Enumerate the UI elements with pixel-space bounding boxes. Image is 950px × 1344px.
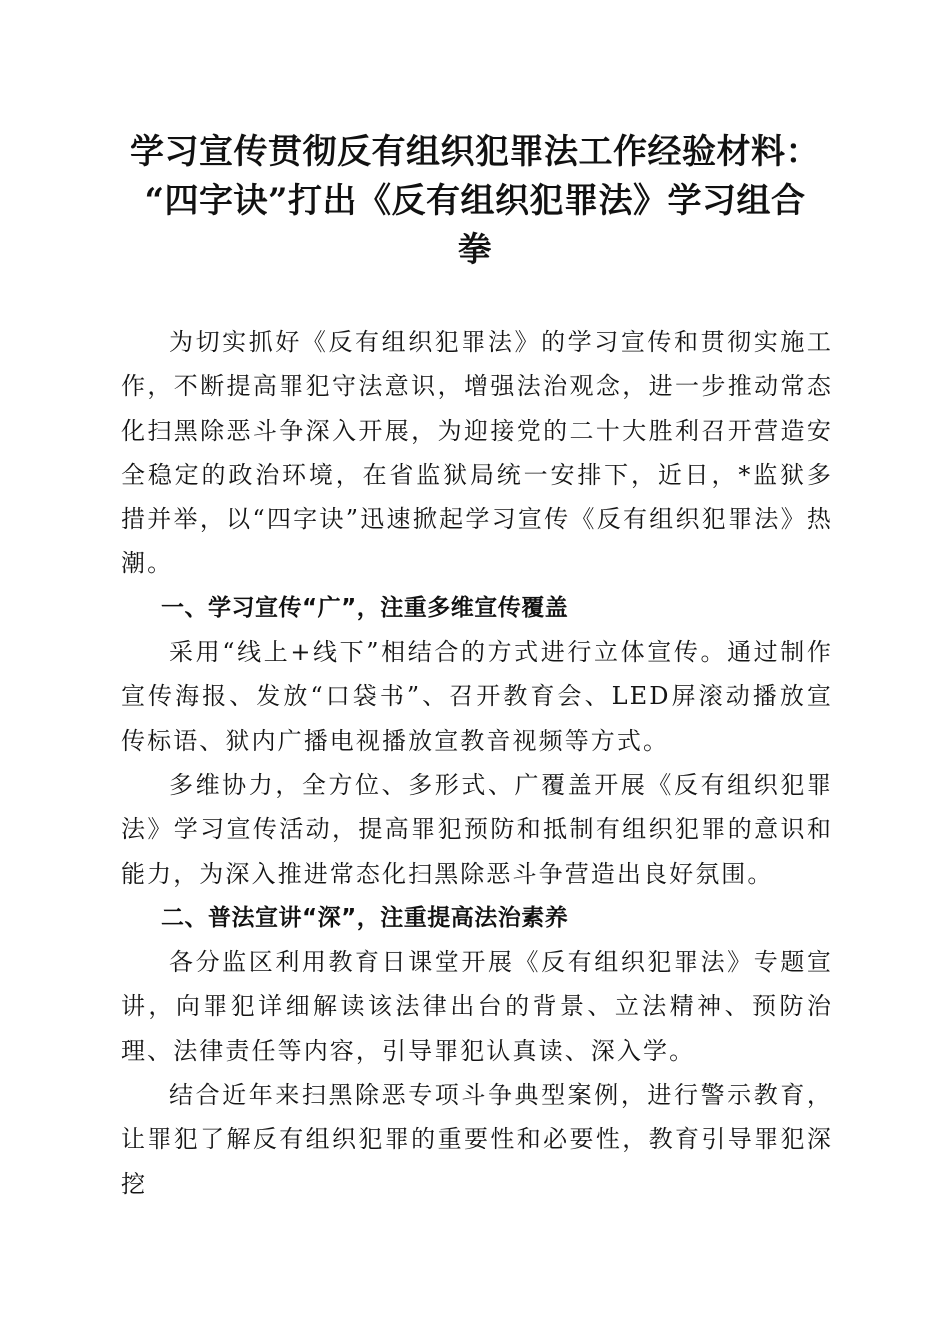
section-heading-1: 一、学习宣传“广”，注重多维宣传覆盖 [161, 594, 569, 621]
section-heading-2: 二、普法宣讲“深”，注重提高法治素养 [161, 904, 569, 931]
document-title [110, 128, 840, 275]
section-2-paragraph-2: 结合近年来扫黑除恶专项斗争典型案例，进行警示教育，让罪犯了解反有组织犯罪的重要性和必要性，教育引导罪犯深挖 [121, 1081, 833, 1198]
title-line-1: 学习宣传贯彻反有组织犯罪法工作经验材料： [130, 132, 820, 172]
section-1-paragraph-2: 多维协力，全方位、多形式、广覆盖开展《反有组织犯罪法》学习宣传活动，提高罪犯预防和抵制有组织犯罪的意识和能力，为深入推进常态化扫黑除恶斗争营造出良好氛围。 [121, 770, 833, 888]
section-2-paragraph-1: 各分监区利用教育日课堂开展《反有组织犯罪法》专题宣讲，向罪犯详细解读该法律出台的背景、立法精神、预防治理、法律责任等内容，引导罪犯认真读、深入学。 [121, 948, 833, 1065]
title-line-2: “四字诀”打出《反有组织犯罪法》学习组合 [144, 181, 806, 221]
title-line-3: 拳 [457, 230, 493, 270]
section-1-paragraph-1: 采用“线上+线下”相结合的方式进行立体宣传。通过制作宣传海报、发放“口袋书”、召开教育会、LED屏滚动播放宣传标语、狱内广播电视播放宣教音视频等方式。 [121, 638, 833, 755]
document-body [121, 320, 833, 1206]
intro-paragraph: 为切实抓好《反有组织犯罪法》的学习宣传和贯彻实施工作，不断提高罪犯守法意识，增强法治观念，进一步推动常态化扫黑除恶斗争深入开展，为迎接党的二十大胜利召开营造安全稳定的政治环境，在省监狱局统一安排下，近日，*监狱多措并举，以“四字诀”迅速掀起学习宣传《反有组织犯罪法》热潮。 [121, 328, 833, 578]
